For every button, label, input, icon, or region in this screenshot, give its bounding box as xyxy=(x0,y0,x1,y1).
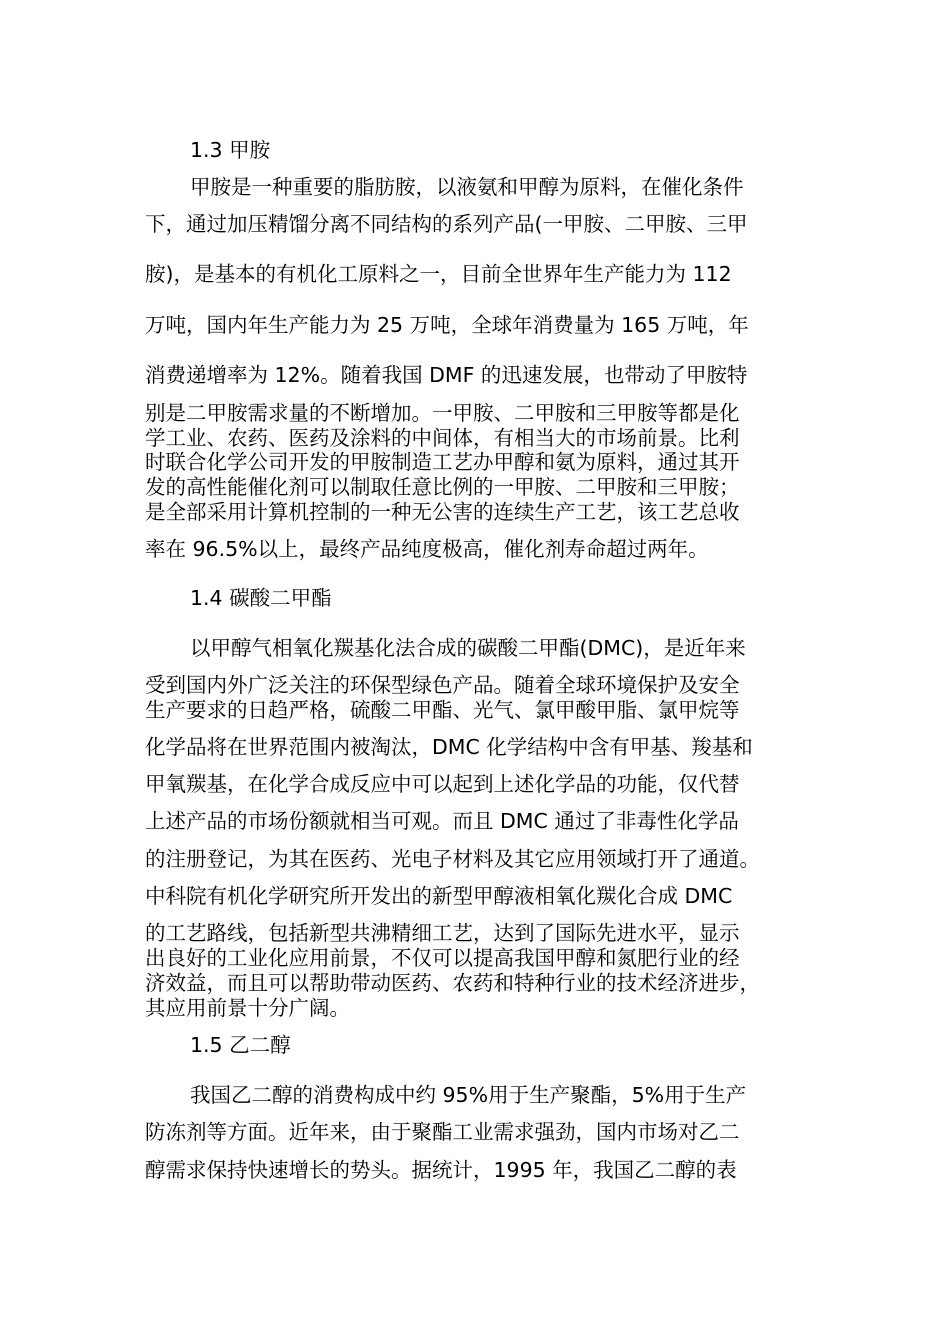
paragraph-line: 防冻剂等方面。近年来，由于聚酯工业需求强劲，国内市场对乙二 xyxy=(145,1120,740,1144)
paragraph-line: 的工艺路线，包括新型共沸精细工艺，达到了国际先进水平，显示 xyxy=(145,921,740,945)
paragraph-line: 生产要求的日趋严格，硫酸二甲酯、光气、氯甲酸甲脂、氯甲烷等 xyxy=(145,698,740,722)
paragraph-line: 醇需求保持快速增长的势头。据统计，1995 年，我国乙二醇的表 xyxy=(145,1158,737,1182)
paragraph-line: 化学品将在世界范围内被淘汰，DMC 化学结构中含有甲基、羧基和 xyxy=(145,735,753,759)
paragraph-line: 上述产品的市场份额就相当可观。而且 DMC 通过了非毒性化学品 xyxy=(145,809,739,833)
section-heading-ethylene-glycol: 1.5 乙二醇 xyxy=(190,1033,291,1057)
paragraph-line: 的注册登记，为其在医药、光电子材料及其它应用领域打开了通道。 xyxy=(145,847,760,871)
paragraph-line: 时联合化学公司开发的甲胺制造工艺办甲醇和氨为原料，通过其开 xyxy=(145,450,740,474)
paragraph-line: 济效益，而且可以帮助带动医药、农药和特种行业的技术经济进步， xyxy=(145,971,760,995)
paragraph-line: 甲胺是一种重要的脂肪胺，以液氨和甲醇为原料，在催化条件 xyxy=(190,175,744,199)
paragraph-line: 下，通过加压精馏分离不同结构的系列产品(一甲胺、二甲胺、三甲 xyxy=(145,212,748,236)
paragraph-line: 甲氧羰基，在化学合成反应中可以起到上述化学品的功能，仅代替 xyxy=(145,772,740,796)
paragraph-line: 别是二甲胺需求量的不断增加。一甲胺、二甲胺和三甲胺等都是化 xyxy=(145,401,740,425)
paragraph-line: 消费递增率为 12%。随着我国 DMF 的迅速发展，也带动了甲胺特 xyxy=(145,363,748,387)
paragraph-line: 胺)，是基本的有机化工原料之一，目前全世界年生产能力为 112 xyxy=(145,262,732,286)
paragraph-line: 学工业、农药、医药及涂料的中间体，有相当大的市场前景。比利 xyxy=(145,426,740,450)
paragraph-line: 以甲醇气相氧化羰基化法合成的碳酸二甲酯(DMC)，是近年来 xyxy=(190,636,746,660)
paragraph-line: 万吨，国内年生产能力为 25 万吨，全球年消费量为 165 万吨，年 xyxy=(145,313,749,337)
paragraph-line: 率在 96.5%以上，最终产品纯度极高，催化剂寿命超过两年。 xyxy=(145,537,709,561)
paragraph-line: 我国乙二醇的消费构成中约 95%用于生产聚酯，5%用于生产 xyxy=(190,1083,747,1107)
paragraph-line: 其应用前景十分广阔。 xyxy=(145,996,350,1020)
paragraph-line: 受到国内外广泛关注的环保型绿色产品。随着全球环境保护及安全 xyxy=(145,673,740,697)
section-heading-methylamine: 1.3 甲胺 xyxy=(190,138,271,162)
paragraph-line: 出良好的工业化应用前景，不仅可以提高我国甲醇和氮肥行业的经 xyxy=(145,946,740,970)
paragraph-line: 发的高性能催化剂可以制取任意比例的一甲胺、二甲胺和三甲胺； xyxy=(145,475,740,499)
paragraph-line: 中科院有机化学研究所开发出的新型甲醇液相氧化羰化合成 DMC xyxy=(145,884,733,908)
section-heading-dimethyl-carbonate: 1.4 碳酸二甲酯 xyxy=(190,586,332,610)
paragraph-line: 是全部采用计算机控制的一种无公害的连续生产工艺，该工艺总收 xyxy=(145,500,740,524)
